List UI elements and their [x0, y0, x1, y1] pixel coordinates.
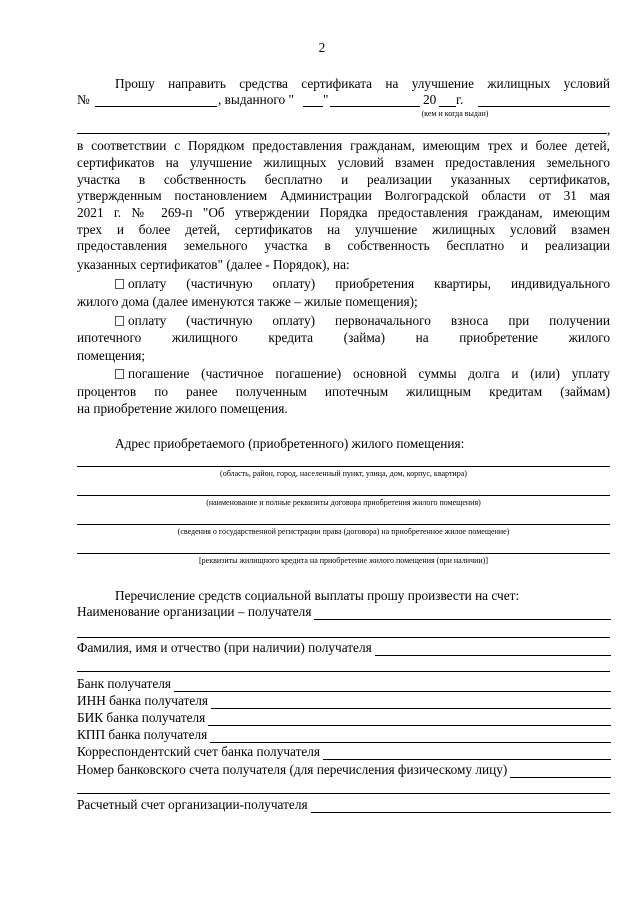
account-field[interactable]	[510, 765, 611, 778]
fio-field[interactable]	[375, 643, 611, 656]
org-name-field-line2[interactable]	[77, 637, 610, 638]
corr-field[interactable]	[323, 747, 611, 760]
org-name-row	[77, 604, 611, 620]
address-heading: Адрес приобретаемого (приобретенного) жилого помещения:	[115, 436, 465, 451]
inn-label: ИНН банка получателя	[77, 693, 208, 708]
quote-close: "	[323, 92, 329, 107]
org-name-field[interactable]	[314, 607, 611, 620]
contract-caption: (наименование и полные реквизиты договора приобретения жилого помещения)	[206, 498, 481, 507]
issue-month-field[interactable]	[330, 106, 420, 107]
issued-by-field[interactable]	[478, 106, 610, 107]
option-3-line-3: на приобретение жилого помещения.	[77, 401, 288, 416]
option-2-line-3: помещения;	[77, 348, 146, 363]
kpp-field[interactable]	[210, 730, 611, 743]
corr-label: Корреспондентский счет банка получателя	[77, 744, 321, 759]
issued-label: , выданного "	[218, 92, 294, 107]
option-3-checkbox[interactable]	[115, 369, 124, 379]
inn-row	[77, 693, 611, 709]
account-row	[77, 762, 611, 778]
issued-by-field-line2[interactable]	[77, 133, 607, 134]
issue-day-field[interactable]	[303, 106, 323, 107]
option-2-line-1: оплату (частичную оплату) первоначального взноса при получении	[128, 313, 610, 328]
bank-label: Банк получателя	[77, 676, 172, 691]
account-field-line2[interactable]	[77, 793, 610, 794]
order-line-6: трех и более детей, сертификатов на улучшение жилищных условий взамен	[77, 222, 610, 237]
option-2-checkbox[interactable]	[115, 316, 124, 326]
order-line-7: предоставления земельного участка в собственность бесплатно и реализации	[77, 238, 610, 253]
option-1-checkbox[interactable]	[115, 279, 124, 289]
option-2-line-2: ипотечного жилищного кредита (займа) на приобретение жилого	[77, 330, 610, 345]
bik-field[interactable]	[208, 713, 611, 726]
bank-field[interactable]	[174, 679, 611, 692]
settlement-field[interactable]	[311, 800, 611, 813]
issue-year-field[interactable]	[439, 106, 456, 107]
certificate-number-field[interactable]	[95, 106, 217, 107]
order-line-1: в соответствии с Порядком предоставления гражданам, имеющим трех и более детей,	[77, 138, 610, 153]
option-1	[115, 276, 610, 292]
issued-by-caption: (кем и когда выдан)	[421, 109, 489, 118]
fio-label: Фамилия, имя и отчество (при наличии) получателя	[77, 640, 372, 655]
order-line-4: утвержденным постановлением Администрации Волгоградской области от 31 мая	[77, 188, 610, 203]
corr-row	[77, 744, 611, 760]
order-line-5: 2021 г. № 269-п "Об утверждении Порядка предоставления гражданам, имеющим	[77, 205, 610, 220]
bik-row	[77, 710, 611, 726]
comma: ,	[607, 122, 611, 137]
credit-caption: [реквизиты жилищного кредита на приобретение жилого помещения (при наличии)]	[199, 556, 488, 565]
fio-field-line2[interactable]	[77, 671, 610, 672]
fio-row	[77, 640, 611, 656]
intro-line: Прошу направить средства сертификата на улучшение жилищных условий	[115, 76, 610, 91]
option-3-line-2: процентов по ранее полученным ипотечным жилищным кредитам (займам)	[77, 384, 610, 399]
option-3	[115, 366, 610, 382]
page-number: 2	[318, 40, 326, 55]
year-prefix: 20	[423, 92, 437, 107]
registration-field[interactable]	[77, 524, 610, 525]
settlement-row	[77, 797, 611, 813]
transfer-heading: Перечисление средств социальной выплаты прошу произвести на счет:	[115, 588, 520, 603]
address-field[interactable]	[77, 466, 610, 467]
option-2	[115, 313, 610, 329]
certificate-no-label: №	[77, 92, 90, 107]
contract-field[interactable]	[77, 495, 610, 496]
kpp-row	[77, 727, 611, 743]
registration-caption: (сведения о государственной регистрации права (договора) на приобретенное жилое помещение)	[177, 527, 510, 536]
kpp-label: КПП банка получателя	[77, 727, 208, 742]
inn-field[interactable]	[211, 696, 611, 709]
bik-label: БИК банка получателя	[77, 710, 206, 725]
option-3-line-1: погашение (частичное погашение) основной суммы долга и (или) уплату	[128, 366, 610, 381]
bank-row	[77, 676, 611, 692]
account-label: Номер банковского счета получателя (для перечисления физическому лицу)	[77, 762, 508, 777]
year-suffix: г.	[456, 92, 464, 107]
order-line-8: указанных сертификатов" (далее - Порядок), на:	[77, 257, 350, 272]
order-line-2: сертификатов на улучшение жилищных условий взамен предоставления земельного	[77, 155, 610, 170]
settlement-label: Расчетный счет организации-получателя	[77, 797, 308, 812]
address-caption: (область, район, город, населенный пункт, улица, дом, корпус, квартира)	[220, 469, 467, 478]
order-line-3: участка в собственность бесплатно и реализации указанных сертификатов,	[77, 172, 610, 187]
credit-field[interactable]	[77, 553, 610, 554]
option-1-line-2: жилого дома (далее именуются также – жилые помещения);	[77, 294, 418, 309]
option-1-line-1: оплату (частичную оплату) приобретения квартиры, индивидуального	[128, 276, 610, 291]
org-name-label: Наименование организации – получателя	[77, 604, 312, 619]
